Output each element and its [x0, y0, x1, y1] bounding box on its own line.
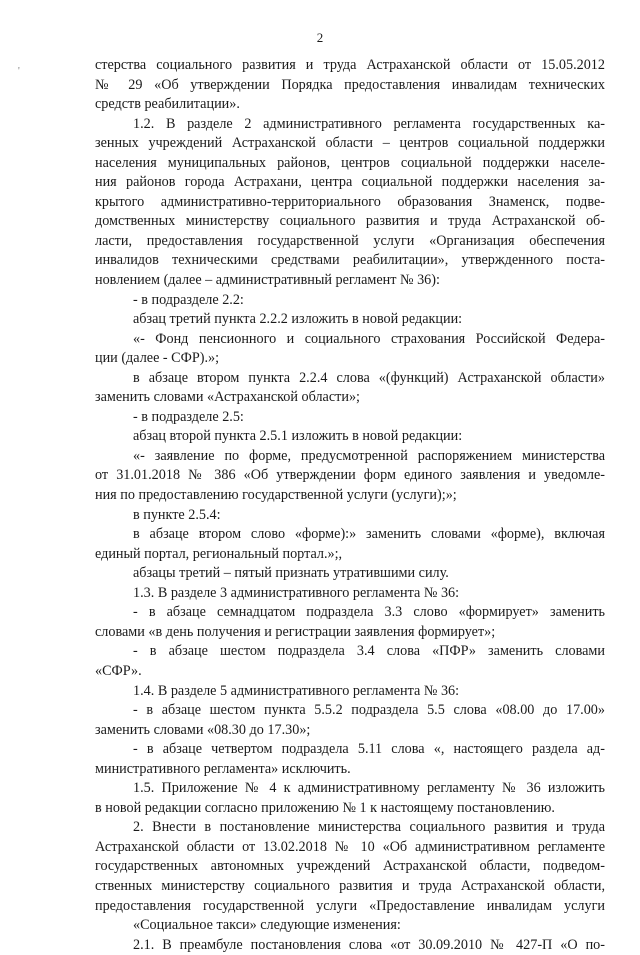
text-line: абзацы третий – пятый признать утратившими силу. [133, 565, 449, 582]
text-line: ственных министерству социального развития и труда Астраханской области, [95, 877, 605, 894]
text-line: абзац третий пункта 2.2.2 изложить в новой редакции: [133, 311, 463, 328]
text-line: в абзаце втором пункта 2.2.4 слова «(функций) Астраханской области» [133, 369, 605, 386]
text-line: предоставления государственной услуги «Предоставление инвалидам услуги [95, 897, 605, 914]
text-line: - в абзаце семнадцатом подраздела 3.3 слово «формирует» заменить [133, 604, 605, 621]
text-line: Астраханской области от 13.02.2018 № 10 «Об административном регламенте [95, 838, 605, 855]
text-line: 1.3. В разделе 3 административного регламента № 36: [133, 584, 460, 601]
text-line: ции (далее - СФР).»; [95, 350, 220, 367]
text-line: «- заявление по форме, предусмотренной распоряжением министерства [133, 447, 605, 464]
text-line: - в подразделе 2.5: [133, 408, 244, 425]
text-line: № 29 «Об утверждении Порядка предоставления инвалидам технических [95, 76, 605, 93]
text-line: ния по предоставлению государственной услуги (услуги);»; [95, 487, 457, 504]
text-line: - в абзаце шестом подраздела 3.4 слова «ПФР» заменить словами [133, 643, 605, 660]
text-line: зенных учреждений Астраханской области – центров социальной поддержки [95, 135, 605, 152]
text-line: домственных министерству социального развития и труда Астраханской об- [95, 213, 605, 230]
text-line: крытого административно-территориального образования Знаменск, подве- [95, 193, 605, 210]
text-line: «- Фонд пенсионного и социального страхования Российской Федера- [133, 330, 605, 347]
text-line: стерства социального развития и труда Астраханской области от 15.05.2012 [95, 57, 605, 73]
text-line: средств реабилитации». [95, 96, 240, 113]
text-line: в пункте 2.5.4: [133, 506, 221, 523]
text-line: министративного регламента» исключить. [95, 760, 351, 777]
margin-mark: ' [18, 66, 20, 77]
text-line: заменить словами «08.30 до 17.30»; [95, 721, 311, 738]
text-line: населения муниципальных районов, центров социальной поддержки населе- [95, 154, 605, 171]
text-line: единый портал, региональный портал.»;, [95, 545, 343, 562]
text-line: 2.1. В преамбуле постановления слова «от 30.09.2010 № 427-П «О по- [133, 936, 605, 953]
text-line: в абзаце втором слово «форме):» заменить словами «форме), включая [133, 526, 605, 543]
text-line: «СФР». [95, 662, 142, 679]
document-body [95, 56, 605, 955]
text-line: словами «в день получения и регистрации заявления формирует»; [95, 623, 496, 640]
text-line: заменить словами «Астраханской области»; [95, 389, 360, 406]
page-number: 2 [316, 30, 324, 45]
text-line: 2. Внести в постановление министерства социального развития и труда [133, 819, 605, 836]
text-line: государственных автономных учреждений Астраханской области, подведом- [95, 858, 605, 875]
text-line: 1.4. В разделе 5 административного регламента № 36: [133, 682, 460, 699]
text-line: инвалидов техническими средствами реабилитации», утвержденного поста- [95, 252, 605, 269]
text-line: новлением (далее – административный регламент № 36): [95, 272, 440, 289]
text-line: абзац второй пункта 2.5.1 изложить в новой редакции: [133, 428, 463, 445]
text-line: - в абзаце шестом пункта 5.5.2 подраздела 5.5 слова «08.00 до 17.00» [133, 702, 605, 719]
text-line: - в абзаце четвертом подраздела 5.11 слова «, настоящего раздела ад- [133, 741, 605, 758]
text-line: 1.5. Приложение № 4 к административному регламенту № 36 изложить [133, 780, 605, 797]
text-line: ния районов города Астрахани, центра социальной поддержки населения за- [95, 174, 605, 191]
text-line: - в подразделе 2.2: [133, 291, 244, 308]
text-line: «Социальное такси» следующие изменения: [133, 917, 401, 934]
text-line: от 31.01.2018 № 386 «Об утверждении форм единого заявления и уведомле- [95, 467, 605, 484]
text-line: 1.2. В разделе 2 административного регламента государственных ка- [133, 115, 605, 132]
text-line: в новой редакции согласно приложению № 1 к настоящему постановлению. [95, 799, 555, 816]
text-line: ласти, предоставления государственной услуги «Организация обеспечения [95, 232, 605, 249]
